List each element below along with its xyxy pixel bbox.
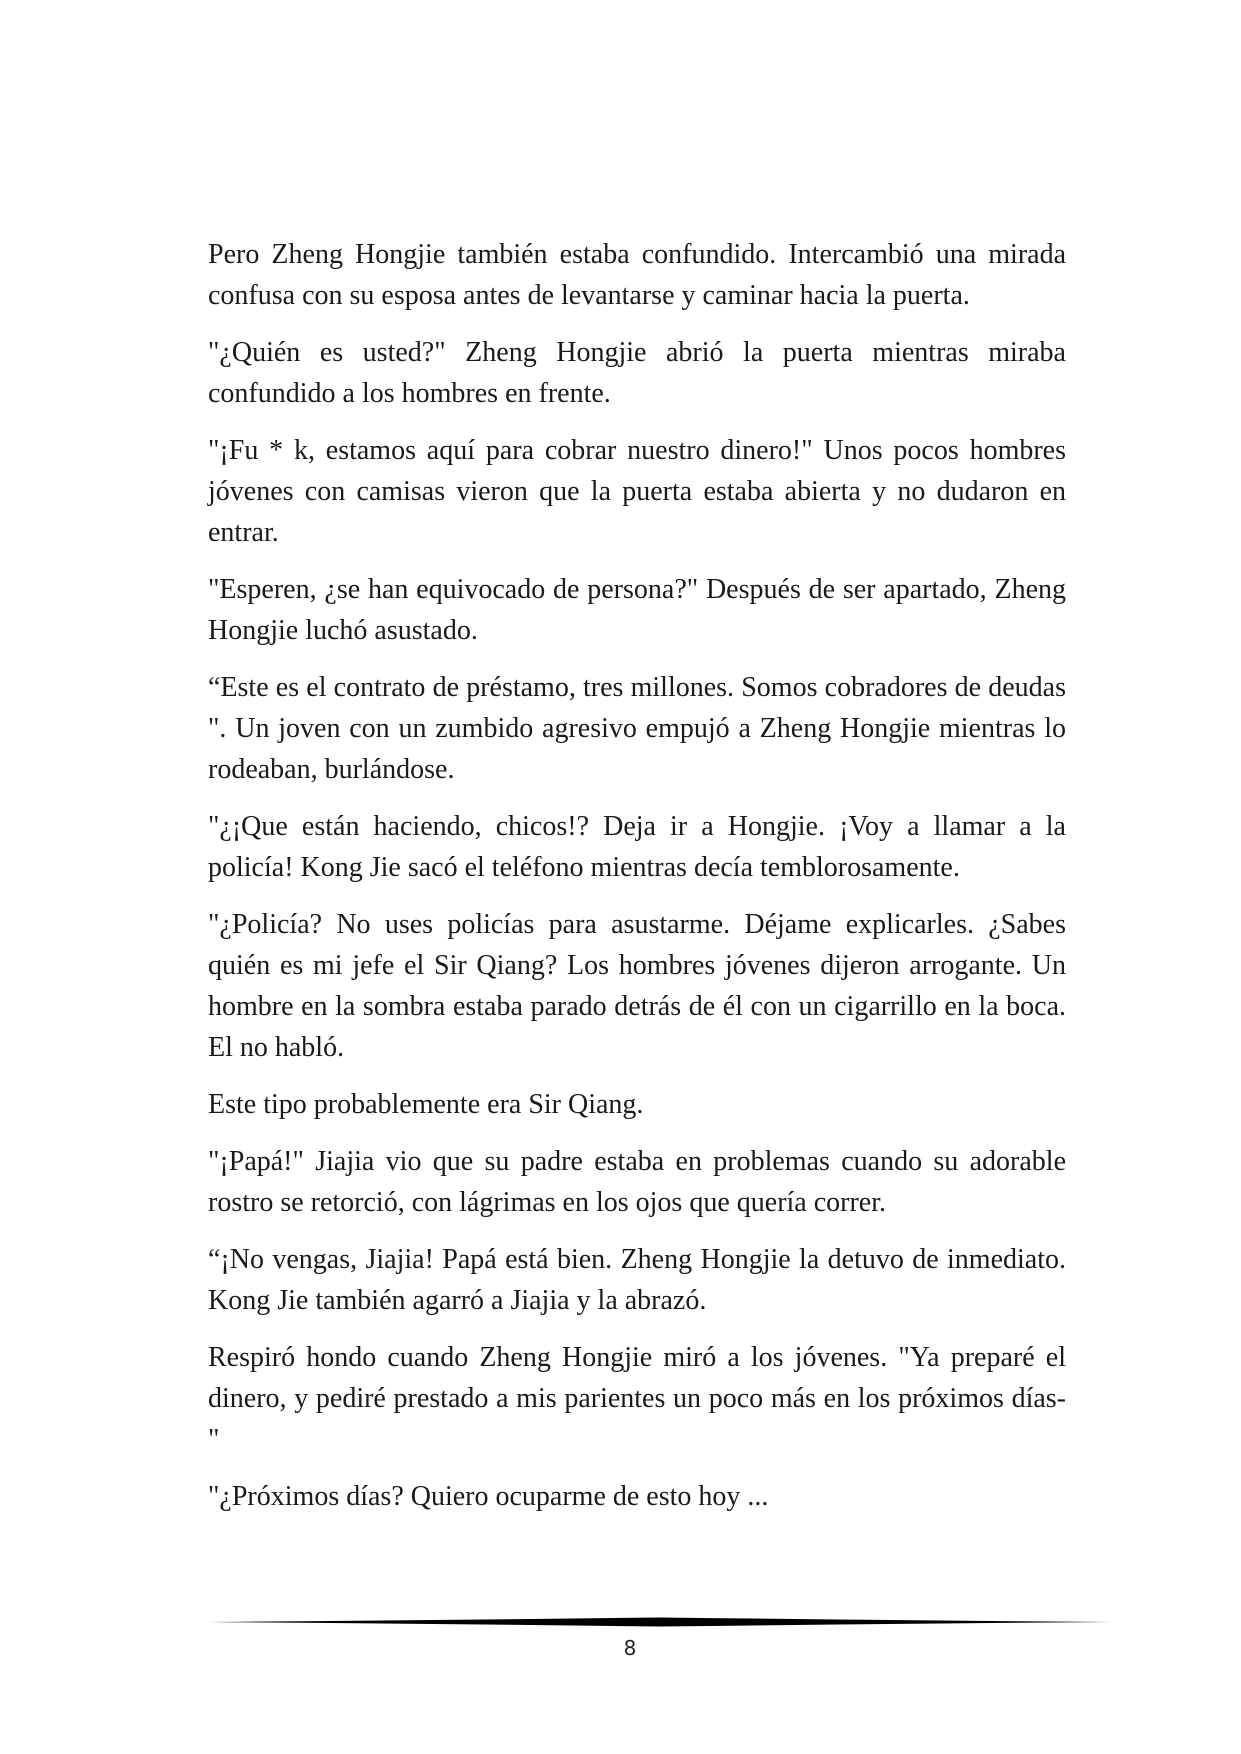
paragraph: "¿Quién es usted?" Zheng Hongjie abrió la puerta mientras miraba confundido a los hombres en frente. [208,337,1066,409]
paragraph: "¿Próximos días? Quiero ocuparme de esto hoy ... [208,1481,769,1512]
paragraph: Pero Zheng Hongjie también estaba confundido. Intercambió una mirada confusa con su esposa antes de levantarse y caminar hacia la puerta. [208,239,1066,311]
page-number: 8 [623,1636,637,1660]
paragraph: “Este es el contrato de préstamo, tres millones. Somos cobradores de deudas ". Un joven con un zumbido agresivo empujó a Zheng Hongjie mientras lo rodeaban, burlándose. [208,672,1066,785]
paragraph: Respiró hondo cuando Zheng Hongjie miró a los jóvenes. "Ya preparé el dinero, y pediré prestado a mis parientes un poco más en los próximos días-" [208,1342,1066,1455]
body-text [208,234,1066,1533]
paragraph: Este tipo probablemente era Sir Qiang. [208,1089,644,1120]
paragraph: "¡Papá!" Jiajia vio que su padre estaba en problemas cuando su adorable rostro se retorció, con lágrimas en los ojos que quería correr. [208,1146,1066,1218]
paragraph: "¡Fu * k, estamos aquí para cobrar nuestro dinero!" Unos pocos hombres jóvenes con camisas vieron que la puerta estaba abierta y no dudaron en entrar. [208,435,1066,548]
paragraph: "¿¡Que están haciendo, chicos!? Deja ir a Hongjie. ¡Voy a llamar a la policía! Kong Jie sacó el teléfono mientras decía temblorosamente. [208,811,1066,883]
footer-divider [208,1617,1112,1627]
paragraph: "Esperen, ¿se han equivocado de persona?" Después de ser apartado, Zheng Hongjie luchó asustado. [208,574,1066,646]
paragraph: “¡No vengas, Jiajia! Papá está bien. Zheng Hongjie la detuvo de inmediato. Kong Jie también agarró a Jiajia y la abrazó. [208,1244,1066,1316]
paragraph: "¿Policía? No uses policías para asustarme. Déjame explicarles. ¿Sabes quién es mi jefe el Sir Qiang? Los hombres jóvenes dijeron arrogante. Un hombre en la sombra estaba parado detrás de él con un cigarrillo en la boca. El no habló. [208,909,1066,1063]
